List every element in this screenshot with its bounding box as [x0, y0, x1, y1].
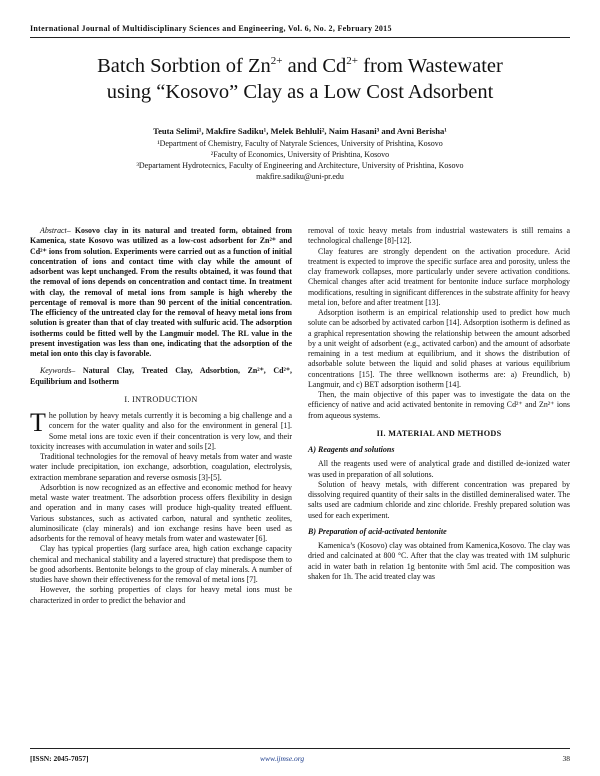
intro-paragraph-1 — [30, 408, 292, 452]
right-column — [308, 226, 570, 582]
right-paragraph-5: All the reagents used were of analytical grade and distilled de-ionized water was used in preparation of all solutions. — [308, 459, 570, 479]
subheading-preparation: B) Preparation of acid-activated bentonite — [308, 526, 447, 536]
paragraph-text: he pollution by heavy metals currently it is becoming a big challenge and a concern for the water quality and also for the environment in general [1]. Some metal ions are toxic even if their concentration is very low, and their toxicity increases with accumulation in water and soils [2]. — [30, 411, 292, 451]
title-part: Batch Sorbtion of Zn — [97, 54, 271, 77]
paper-title — [30, 48, 570, 105]
intro-paragraph-2: Traditional technologies for the removal of heavy metals from water and waste water include precipitation, ion exchange, adsorbtion, coagulation, electrolysis, extraction membrane separation and reverse osmosis [3]-[5]. — [30, 452, 292, 482]
drop-cap: T — [30, 408, 46, 437]
affiliation-1: ¹Department of Chemistry, Faculty of Natyrale Sciences, University of Prishtina, Kosovo — [157, 139, 443, 148]
title-line2: using “Kosovo” Clay as a Low Cost Adsorbent — [106, 80, 494, 103]
abstract-text: Kosovo clay in its natural and treated form, obtained from Kamenica, state Kosovo was utilized as a low-cost adsorbent for Zn²⁺ and Cd²⁺ ions from solution. Experiments were carried out as a function of initial concentration of ions and contact time with clay while the amount of adsorbent was kept unchanged. From the results obtained, it was found that the removal of ions depends on concentration and contact time. In treatment with clay, the removal of metal ions from sample is high whereby the percentage of removal is more than 90 percent of the initial concentration. The efficiency of the untreated clay for the removal of heavy metal ions from solution is greater than that of clay treated with sulfuric acid. The adsorption isotherms could be fitted well by the Langmuir model. The RL value in the present investigation was less than one, indicating that the adsorption of the metal ion onto this clay is favorable. — [30, 226, 292, 358]
intro-paragraph-5: However, the sorbing properties of clays for heavy metal ions must be characterized in order to predict the behavior and — [30, 585, 292, 605]
intro-paragraph-4: Clay has typical properties (larg surface area, high cation exchange capacity chemical and mechanical stability and a layered structure) that predispose them to be good adsorbents. Bentonite belongs to the group of clay minerals. A number of studies have shown their effectiveness for the removal of metal ions [7]. — [30, 544, 292, 584]
author-list: Teuta Selimi¹, Makfire Sadiku¹, Melek Behluli², Naim Hasani³ and Avni Berisha¹ — [153, 126, 447, 136]
footer-rule — [30, 748, 570, 749]
title-sup: 2+ — [346, 55, 359, 67]
abstract — [30, 226, 292, 359]
title-sup: 2+ — [270, 55, 283, 67]
affiliation-2: ²Faculty of Economics, University of Prishtina, Kosovo — [210, 150, 390, 159]
affiliation-3: ³Departament Hydrotecnics, Faculty of Engineering and Architecture, University of Prishtina, Kosovo — [136, 161, 464, 170]
keywords-label: Keywords– — [40, 366, 76, 376]
left-column — [30, 226, 292, 606]
keywords — [30, 366, 292, 387]
section-heading-materials: II. MATERIAL AND METHODS — [376, 428, 502, 438]
right-paragraph-7: Kamenica’s (Kosovo) clay was obtained from Kamenica,Kosovo. The clay was dried and calcinated at 800 °C. After that the clay was treated with 1M sulphuric acid in water bath in relation 1g bentonite with 5ml acid. The composition was shaken for 1h. The acid treated clay was — [308, 541, 570, 581]
title-part: from Wastewater — [358, 54, 503, 77]
header-rule — [30, 37, 570, 38]
right-paragraph-6: Solution of heavy metals, with different concentration was prepared by dissolving required quantity of their salts in the distilled demineralised water. The salts used are cadmium chloride and zinc chloride. Freshly prepared solution was used for each experiment. — [308, 479, 570, 520]
journal-header: International Journal of Multidisciplinary Sciences and Engineering, Vol. 6, No. 2, February 2015 — [30, 24, 392, 33]
keywords-text: Natural Clay, Treated Clay, Adsorbtion, Zn²⁺, Cd²⁺, Equilibrium and Isotherm — [30, 366, 292, 386]
right-paragraph-3: Adsorption isotherm is an empirical relationship used to predict how much solute can be adsorbed by activated carbon [14]. Adsorption isotherm is defined as a graphical representation showing the relationship between the amount adsorbed by a unit weight of adsorbent (e.g., activated carbon) and the amount of adsorbate remaining in a test medium at equilibrium, and it shows the distribution of adsorbable solute between the liquid and solid phases at various equilibrium concentrations [15]. The three wellknown isotherms are: a) Freundlich, b) Langmuir, and c) BET adsorption isotherm [14]. — [308, 308, 570, 389]
footer-issn: [ISSN: 2045-7057] — [30, 754, 89, 763]
right-paragraph-1: removal of toxic heavy metals from industrial wastewaters is still remains a technological challenge [8]-[12]. — [308, 226, 570, 246]
title-part: and Cd — [282, 54, 347, 77]
abstract-label: Abstract– — [40, 226, 71, 235]
contact-email[interactable]: makfire.sadiku@uni-pr.edu — [256, 172, 344, 181]
subheading-reagents: A) Reagents and solutions — [308, 445, 395, 454]
intro-paragraph-3: Adsorbtion is now recognized as an effective and economic method for heavy metal waste water treatment. The adsorbtion process offers flexibility in design and operation and in many cases will produce high-quality treated effluent. Various substances, such as activated carbon, natural and synthetic zeolites, aluminosilicate (clay minerals) and ion exchange resins have been used as adsorbents for the removal of heavy metals from water and wastewater [6]. — [30, 482, 292, 543]
right-paragraph-2: Clay features are strongly dependent on the activation procedure. Acid treatment is expected to improve the specific surface area and porosity, unless the clay framework collapses, more particularly under severe activation conditions. Chemical changes after acid treatment for bentonite induce surface morphology modifications, resulting in significant differences in the substrate affinity for heavy metal ion, before and after treatment [13]. — [308, 246, 571, 307]
page-number: 38 — [562, 754, 570, 763]
section-heading-introduction: I. INTRODUCTION — [124, 394, 198, 404]
footer-url[interactable]: www.ijmse.org — [260, 754, 305, 763]
right-paragraph-4: Then, the main objective of this paper was to investigate the data on the efficiency of native and acid activated bentonite in removing Cd²⁺ and Zn²⁺ ions from aqueous systems. — [308, 390, 570, 420]
